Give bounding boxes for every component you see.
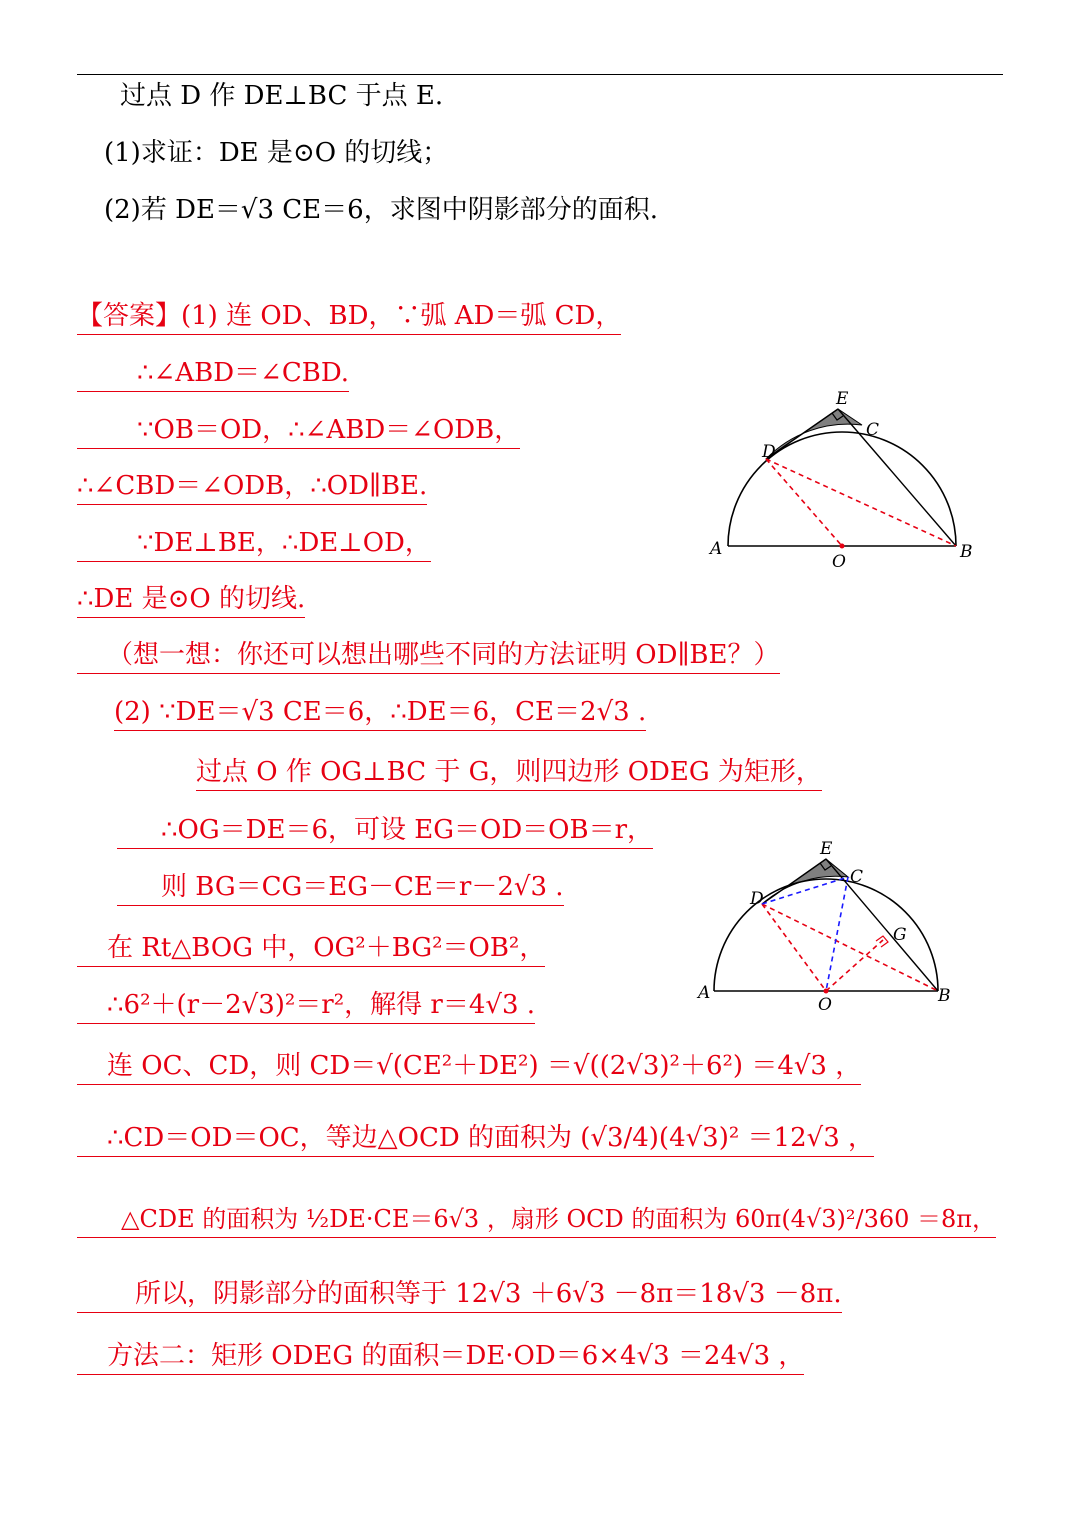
question-line-1: 过点 D 作 DE⊥BC 于点 E.	[120, 81, 444, 111]
answer-line: ∴DE 是⊙O 的切线.	[77, 583, 305, 618]
label-E: E	[820, 839, 833, 859]
label-D: D	[750, 889, 764, 909]
label-G: G	[893, 925, 907, 945]
answer-line: 所以，阴影部分的面积等于 12√3 ＋6√3 －8π＝18√3 －8π.	[77, 1278, 842, 1313]
answer-line: 过点 O 作 OG⊥BC 于 G，则四边形 ODEG 为矩形，	[196, 756, 822, 791]
question-part-1: (1)求证：DE 是⊙O 的切线；	[104, 138, 449, 168]
answer-line: ∴6²＋(r－2√3)²＝r²，解得 r＝4√3 .	[77, 989, 535, 1024]
label-B: B	[960, 542, 973, 562]
answer-line: 在 Rt△BOG 中，OG²＋BG²＝OB²，	[77, 932, 545, 967]
answer-line: 【答案】(1) 连 OD、BD，∵弧 AD＝弧 CD，	[77, 300, 621, 335]
label-C: C	[850, 867, 864, 887]
answer-line: ∴∠CBD＝∠ODB，∴OD∥BE.	[77, 470, 427, 505]
answer-line: (2) ∵DE＝√3 CE＝6，∴DE＝6，CE＝2√3 .	[114, 696, 646, 731]
label-E: E	[836, 389, 849, 409]
answer-line: 连 OC、CD，则 CD＝√(CE²＋DE²) ＝√((2√3)²＋6²) ＝4√3 ，	[77, 1050, 861, 1085]
answer-line: ∴OG＝DE＝6，可设 EG＝OD＝OB＝r，	[117, 814, 653, 849]
answer-line: ∵DE⊥BE，∴DE⊥OD，	[77, 527, 431, 562]
label-C: C	[866, 420, 880, 440]
answer-line: 则 BG＝CG＝EG－CE＝r－2√3 .	[117, 871, 564, 906]
label-A: A	[698, 983, 711, 1003]
answer-line: ∴∠ABD＝∠CBD.	[77, 357, 349, 392]
label-O: O	[832, 552, 846, 572]
answer-line: 方法二：矩形 ODEG 的面积＝DE·OD＝6×4√3 ＝24√3 ，	[77, 1340, 804, 1375]
question-part-2: (2)若 DE＝√3 CE＝6，求图中阴影部分的面积.	[104, 195, 658, 225]
answer-line: ∵OB＝OD，∴∠ABD＝∠ODB，	[77, 414, 520, 449]
label-B: B	[938, 986, 951, 1006]
label-A: A	[710, 539, 723, 559]
geometry-figure-1	[700, 380, 990, 580]
answer-line: △CDE 的面积为 ½DE·CE＝6√3 ，扇形 OCD 的面积为 60π(4√3)²/360 ＝8π，	[77, 1203, 996, 1238]
geometry-figure-2	[690, 830, 980, 1020]
label-O: O	[818, 995, 832, 1015]
label-D: D	[762, 442, 776, 462]
answer-line: ∴CD＝OD＝OC，等边△OCD 的面积为 (√3/4)(4√3)² ＝12√3 ，	[77, 1122, 874, 1157]
top-rule	[77, 74, 1003, 75]
answer-line: （想一想：你还可以想出哪些不同的方法证明 OD∥BE？）	[77, 639, 780, 674]
